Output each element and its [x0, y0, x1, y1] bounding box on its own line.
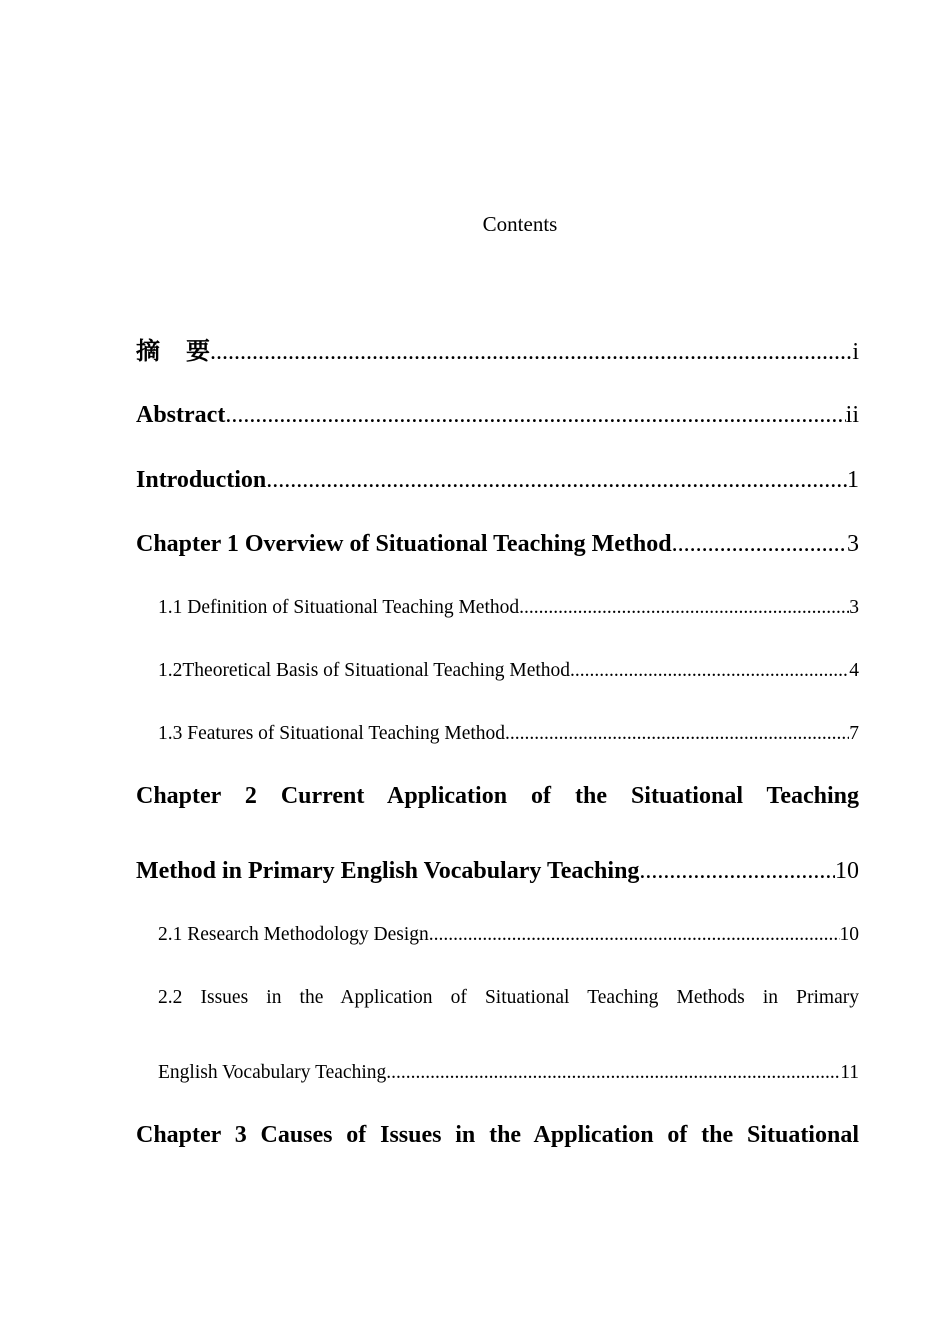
page-title: Contents [482, 212, 558, 236]
dot-leader [429, 922, 840, 948]
dot-leader [505, 721, 849, 747]
dot-leader [570, 658, 849, 684]
dot-leader [639, 856, 835, 886]
toc-entry-abstract[interactable] [136, 400, 859, 430]
toc-page-number: 10 [839, 924, 859, 945]
toc-entry-section-1-3[interactable] [158, 721, 859, 747]
dot-leader [225, 400, 845, 430]
toc-entry-text: 1.1 Definition of Situational Teaching Method [158, 597, 520, 618]
toc-entry-text: Abstract [136, 402, 226, 428]
toc-entry-text: English Vocabulary Teaching [158, 1062, 387, 1083]
toc-entry-text: Chapter 1 Overview of Situational Teaching Method [136, 531, 672, 557]
toc-entry-chapter-2-line-1[interactable] [136, 781, 859, 811]
toc-page-number: 3 [849, 597, 859, 618]
dot-leader [386, 1060, 840, 1086]
toc-entry-section-1-1[interactable] [158, 595, 859, 621]
toc-page-number: 1 [847, 467, 859, 493]
toc-entry-text: Introduction [136, 467, 267, 493]
toc-entry-chapter-3-line-1[interactable] [136, 1120, 859, 1150]
toc-zhaiyao-char-2: 要 [186, 337, 210, 365]
toc-entry-text: Method in Primary English Vocabulary Teaching [136, 858, 640, 884]
dot-leader [266, 465, 847, 495]
toc-entry-section-1-2[interactable] [158, 658, 859, 684]
toc-entry-text: 1.3 Features of Situational Teaching Method [158, 723, 506, 744]
toc-entry-chapter-1[interactable] [136, 529, 859, 559]
toc-entry-text: Chapter 2 Current Application of the Situational Teaching [136, 783, 859, 809]
toc-entry-chapter-2-line-2[interactable] [136, 856, 859, 886]
toc-entry-text: 2.1 Research Methodology Design [158, 924, 429, 945]
toc-entry-zhaiyao[interactable] [136, 336, 859, 367]
toc-entry-section-2-1[interactable] [158, 922, 859, 948]
toc-entry-text: 1.2Theoretical Basis of Situational Teaching Method [158, 660, 571, 681]
dot-leader [672, 529, 847, 559]
toc-page-number: 11 [840, 1062, 859, 1083]
toc-zhaiyao-char-1: 摘 [136, 337, 160, 365]
dot-leader [210, 337, 852, 367]
dot-leader [519, 595, 849, 621]
toc-page-number: 4 [849, 660, 859, 681]
toc-entry-text: Chapter 3 Causes of Issues in the Application of the Situational [136, 1122, 859, 1148]
toc-page-number: i [852, 339, 859, 365]
toc-page-number: 7 [849, 723, 859, 744]
toc-entry-text [136, 336, 210, 366]
toc-page-number: ii [845, 402, 859, 428]
toc-entry-introduction[interactable] [136, 465, 859, 495]
toc-page-number: 3 [847, 531, 859, 557]
toc-entry-section-2-2-line-1[interactable] [158, 985, 859, 1011]
toc-entry-section-2-2-line-2[interactable] [158, 1060, 859, 1086]
toc-entry-text: 2.2 Issues in the Application of Situational Teaching Methods in Primary [158, 987, 859, 1008]
toc-page-number: 10 [835, 858, 859, 884]
